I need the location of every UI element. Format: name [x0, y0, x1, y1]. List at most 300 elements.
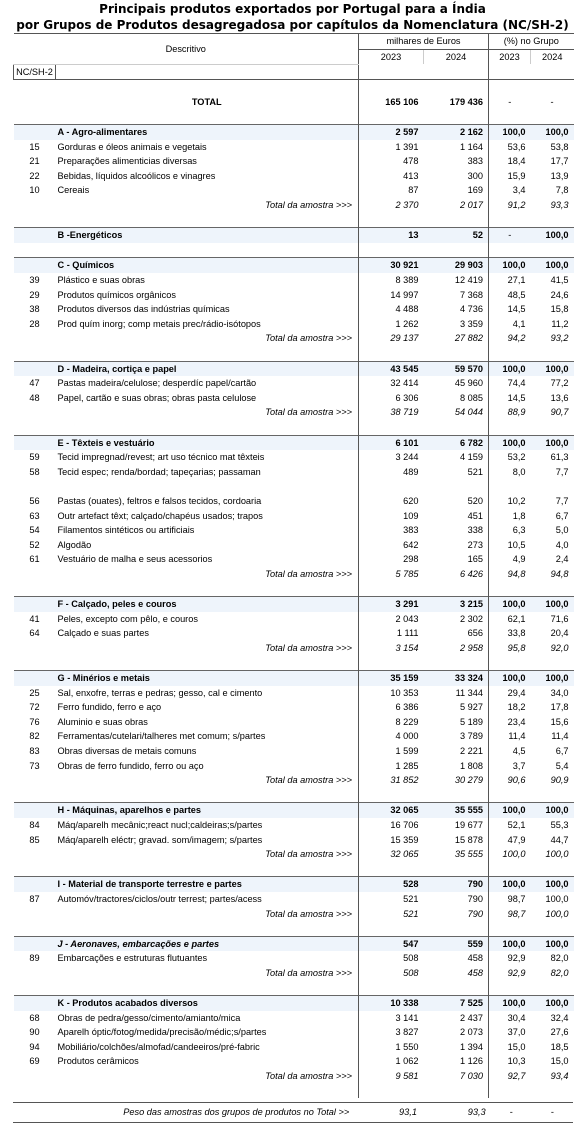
value-2023: 4 000	[359, 729, 424, 744]
pct-2024: 15,6	[550, 716, 569, 727]
pct-2023: 10,3	[489, 1054, 531, 1069]
group-pct-2023: 100,0	[489, 877, 531, 892]
group-pct-2023: 100,0	[489, 361, 531, 376]
group-pct-2023: 100,0	[489, 435, 531, 450]
sample-total-2024: 2 958	[460, 642, 484, 653]
group-pct-2024: 100,0	[531, 996, 574, 1011]
value-2023: 478	[359, 154, 424, 169]
value-2024: 1 394	[460, 1041, 484, 1052]
pct-2023: 4,9	[489, 552, 531, 567]
sample-total-pct-2023: 98,7	[489, 907, 531, 922]
nc-code: 72	[29, 702, 40, 713]
value-2024: 300	[467, 170, 484, 181]
value-2023: 383	[359, 523, 424, 538]
value-2023: 508	[359, 951, 424, 966]
nc-code: 48	[29, 392, 40, 403]
header-pct-2024: 2024	[542, 51, 563, 62]
value-2024: 3 359	[460, 318, 484, 329]
sample-total-2024: 6 426	[460, 568, 484, 579]
value-2023: 3 827	[359, 1025, 424, 1040]
product-description: Calçado e suas partes	[57, 628, 149, 639]
sample-total-row	[14, 198, 574, 213]
sample-total-row	[14, 567, 574, 582]
sample-total-label: Total da amostra >>>	[265, 333, 352, 344]
group-spacer	[14, 361, 56, 376]
sample-total-2024: 30 279	[454, 775, 484, 786]
group-value-2023: 2 597	[359, 125, 424, 140]
pct-2024: 17,7	[550, 156, 569, 167]
table-row	[14, 494, 574, 509]
value-2023: 2 043	[359, 612, 424, 627]
sample-total-pct-2024: 93,2	[550, 333, 569, 344]
nc-code: 54	[29, 525, 40, 536]
group-value-2023: 3 291	[359, 597, 424, 612]
sample-total-row	[14, 405, 574, 420]
pct-2023: 62,1	[489, 612, 531, 627]
group-name: F - Calçado, peles e couros	[56, 597, 359, 612]
pct-2023: 10,5	[489, 538, 531, 553]
pct-2024	[531, 479, 574, 494]
total-spacer	[14, 773, 56, 788]
group-pct-2024: 100,0	[531, 877, 574, 892]
table-row	[14, 523, 574, 538]
sample-total-pct-2024: 100,0	[545, 849, 569, 860]
value-2023: 6 306	[359, 391, 424, 406]
value-2023: 1 550	[359, 1040, 424, 1055]
pct-2023: 18,2	[489, 700, 531, 715]
value-2023: 1 262	[359, 317, 424, 332]
pct-2023	[489, 479, 531, 494]
sample-total-pct-2023: 88,9	[489, 405, 531, 420]
product-description: Produtos diversos das indústrias químicas	[57, 304, 230, 315]
product-description: Pastas madeira/celulose; desperdíc papel/cartão	[57, 378, 257, 389]
sample-total-2024: 35 555	[454, 849, 484, 860]
value-2023: 14 997	[359, 288, 424, 303]
sample-total-label: Total da amostra >>>	[265, 568, 352, 579]
sample-total-2023: 508	[359, 966, 424, 981]
value-2024: 4 736	[460, 304, 484, 315]
group-value-2023: 13	[359, 228, 424, 243]
group-pct-2023: 100,0	[489, 936, 531, 951]
sample-total-2023: 5 785	[359, 567, 424, 582]
sample-total-2024: 790	[467, 908, 484, 919]
group-name: J - Aeronaves, embarcações e partes	[56, 936, 359, 951]
header-pct: (%) no Grupo	[489, 34, 574, 50]
total-label: TOTAL	[191, 96, 222, 107]
group-name: B -Energéticos	[56, 228, 359, 243]
group-pct-2024: 100,0	[531, 435, 574, 450]
pct-2023: 37,0	[489, 1025, 531, 1040]
group-value-2023: 30 921	[359, 258, 424, 273]
group-pct-2023: 100,0	[489, 996, 531, 1011]
footer-2023: 93,1	[399, 1107, 417, 1118]
group-spacer	[14, 936, 56, 951]
group-spacer	[14, 597, 56, 612]
group-pct-2024: 100,0	[531, 936, 574, 951]
pct-2023: 98,7	[489, 892, 531, 907]
product-description: Peles, excepto com pêlo, e couros	[57, 613, 198, 624]
product-description: Preparações alimenticias diversas	[57, 156, 197, 167]
value-2024: 656	[467, 628, 484, 639]
header-euros: milhares de Euros	[359, 34, 489, 50]
sample-total-2023: 29 137	[359, 331, 424, 346]
total-spacer	[14, 198, 56, 213]
pct-2024: 41,5	[550, 275, 569, 285]
sample-total-row	[14, 907, 574, 922]
nc-code: 47	[29, 378, 40, 389]
group-pct-2024: 100,0	[531, 671, 574, 686]
sample-total-row	[14, 1069, 574, 1084]
table-row	[14, 892, 574, 907]
value-2023: 413	[359, 169, 424, 184]
nc-code	[14, 479, 56, 494]
value-2024: 2 302	[460, 613, 484, 624]
pct-2023: 10,2	[489, 494, 531, 509]
sample-total-pct-2023: 92,7	[489, 1069, 531, 1084]
pct-2024: 100,0	[545, 893, 569, 904]
pct-2024: 34,0	[550, 687, 569, 698]
pct-2024: 17,8	[550, 702, 569, 713]
sample-total-label: Total da amostra >>>	[265, 200, 352, 211]
table-row	[14, 465, 574, 480]
exports-table	[13, 33, 574, 1098]
group-spacer	[14, 877, 56, 892]
table-row	[14, 538, 574, 553]
value-2023: 1 391	[359, 140, 424, 155]
pct-2023: 52,1	[489, 818, 531, 833]
pct-2023: 30,4	[489, 1011, 531, 1026]
total-spacer	[14, 567, 56, 582]
product-description: Produtos cerâmicos	[57, 1056, 139, 1067]
sample-total-label: Total da amostra >>>	[265, 407, 352, 418]
product-description: Ferro fundido, ferro e aço	[57, 702, 162, 713]
table-row	[14, 183, 574, 198]
group-spacer	[14, 671, 56, 686]
table-row	[14, 833, 574, 848]
value-2024: 7 368	[460, 289, 484, 300]
value-2023: 1 599	[359, 744, 424, 759]
total-pct-2023: -	[489, 95, 531, 110]
value-2024: 2 221	[460, 746, 484, 756]
sample-total-pct-2024: 93,3	[550, 200, 569, 211]
pct-2023: 4,5	[489, 744, 531, 759]
sample-weight-footer	[13, 1102, 573, 1123]
group-spacer	[14, 435, 56, 450]
group-name: A - Agro-alimentares	[56, 125, 359, 140]
product-description	[56, 479, 359, 494]
group-value-2023: 43 545	[359, 361, 424, 376]
pct-2023: 6,3	[489, 523, 531, 538]
group-pct-2023: 100,0	[489, 597, 531, 612]
footer-2024: 93,3	[467, 1107, 486, 1118]
table-row	[14, 759, 574, 774]
value-2024: 2 437	[460, 1012, 484, 1023]
table-row	[14, 302, 574, 317]
group-value-2024: 559	[424, 936, 489, 951]
value-2024: 19 677	[454, 819, 484, 830]
pct-2024: 4,0	[555, 539, 569, 550]
nc-code: 90	[29, 1027, 40, 1038]
group-spacer	[14, 125, 56, 140]
group-value-2023: 528	[359, 877, 424, 892]
group-pct-2023: 100,0	[489, 671, 531, 686]
table-row	[14, 818, 574, 833]
group-pct-2024: 100,0	[531, 361, 574, 376]
product-description: Outr artefact têxt; calçado/chapéus usados; trapos	[57, 510, 263, 521]
value-2023: 1 285	[359, 759, 424, 774]
title-line-2: por Grupos de Produtos desagregadosa por capítulos da Nomenclatura (NC/SH-2)	[16, 18, 569, 32]
product-description: Máq/aparelh mecânic;react nucl;caldeiras;s/partes	[57, 819, 263, 830]
pct-2024: 7,7	[555, 495, 569, 506]
pct-2024: 11,4	[551, 731, 569, 742]
value-2024: 1 164	[460, 141, 484, 152]
sample-total-2023: 521	[359, 907, 424, 922]
sample-total-2023: 32 065	[359, 847, 424, 862]
pct-2023: 15,0	[489, 1040, 531, 1055]
total-2023: 165 106	[359, 95, 424, 110]
total-spacer	[14, 907, 56, 922]
pct-2023: 48,5	[489, 288, 531, 303]
value-2023: 6 386	[359, 700, 424, 715]
product-description: Mobiliário/colchões/almofad/candeeiros/pré-fabric	[57, 1041, 260, 1052]
table-row	[14, 479, 574, 494]
value-2024: 458	[467, 953, 484, 964]
nc-code: 89	[29, 953, 40, 964]
table-row	[14, 288, 574, 303]
pct-2023: 53,6	[489, 140, 531, 155]
table-row	[14, 376, 574, 391]
report-title	[0, 1, 585, 33]
group-pct-2024: 100,0	[531, 125, 574, 140]
value-2024: 273	[467, 539, 484, 550]
value-2024: 3 789	[460, 731, 484, 742]
sample-total-row	[14, 966, 574, 981]
group-header-row	[14, 361, 574, 376]
table-row	[14, 729, 574, 744]
group-pct-2024: 100,0	[531, 228, 574, 243]
nc-code: 39	[29, 275, 40, 285]
group-name: E - Têxteis e vestuário	[56, 435, 359, 450]
sample-total-pct-2023: 91,2	[489, 198, 531, 213]
product-description: Obras de ferro fundido, ferro ou aço	[57, 760, 204, 771]
sample-total-2024: 458	[467, 967, 484, 978]
nc-code: 58	[29, 466, 40, 477]
nc-code: 41	[29, 613, 40, 624]
value-2024: 790	[467, 893, 484, 904]
nc-code: 10	[29, 185, 40, 196]
pct-2023: 11,4	[489, 729, 531, 744]
sample-total-pct-2023: 94,8	[489, 567, 531, 582]
group-spacer	[14, 803, 56, 818]
value-2024: 520	[467, 495, 484, 506]
value-2024: 5 927	[460, 702, 484, 713]
group-value-2023: 6 101	[359, 435, 424, 450]
product-description: Embarcações e estruturas flutuantes	[57, 953, 208, 964]
sample-total-label: Total da amostra >>>	[265, 775, 352, 786]
header-descritivo: Descritivo	[14, 34, 359, 65]
pct-2024: 55,3	[550, 819, 569, 830]
value-2023: 87	[359, 183, 424, 198]
total-pct-2024: -	[550, 96, 554, 107]
pct-2024: 5,4	[555, 760, 569, 771]
pct-2024: 11,2	[551, 318, 569, 329]
pct-2024: 32,4	[550, 1012, 569, 1023]
total-spacer	[14, 331, 56, 346]
sample-total-2023: 38 719	[359, 405, 424, 420]
pct-2023: 8,0	[489, 465, 531, 480]
product-description: Bebidas, líquidos alcoólicos e vinagres	[57, 170, 216, 181]
pct-2024: 61,3	[550, 452, 569, 463]
product-description: Ferramentas/cutelari/talheres met comum; s/partes	[57, 731, 266, 742]
group-spacer	[14, 996, 56, 1011]
product-description: Obras de pedra/gesso/cimento/amianto/mica	[57, 1012, 241, 1023]
total-spacer	[14, 641, 56, 656]
total-spacer	[14, 405, 56, 420]
pct-2024: 15,8	[550, 304, 569, 315]
sample-total-pct-2023: 90,6	[489, 773, 531, 788]
value-2024: 4 159	[460, 452, 484, 463]
product-description: Tecid espec; renda/bordad; tapeçarias; passaman	[57, 466, 261, 477]
pct-2023: 18,4	[489, 154, 531, 169]
value-2024	[424, 479, 489, 494]
sample-total-2024: 7 030	[460, 1071, 484, 1082]
pct-2023: 27,1	[489, 273, 531, 288]
group-value-2024: 3 215	[424, 597, 489, 612]
value-2023: 521	[359, 892, 424, 907]
nc-code: 61	[29, 554, 40, 565]
sample-total-row	[14, 641, 574, 656]
product-description: Vestuário de malha e seus acessorios	[57, 554, 213, 565]
nc-code: 56	[29, 495, 40, 506]
value-2024: 12 419	[454, 275, 484, 285]
total-spacer	[14, 1069, 56, 1084]
value-2024: 165	[467, 554, 484, 565]
pct-2023: 14,5	[489, 391, 531, 406]
sample-total-pct-2024: 82,0	[550, 967, 569, 978]
group-name: D - Madeira, cortiça e papel	[56, 361, 359, 376]
nc-code: 25	[29, 687, 40, 698]
group-header-row	[14, 671, 574, 686]
table-row	[14, 450, 574, 465]
sample-total-2023: 31 852	[359, 773, 424, 788]
value-2023: 620	[359, 494, 424, 509]
table-row	[14, 169, 574, 184]
pct-2024: 6,7	[555, 510, 569, 521]
group-value-2024: 7 525	[424, 996, 489, 1011]
value-2023	[359, 479, 424, 494]
product-description: Tecid impregnad/revest; art uso técnico mat têxteis	[57, 452, 265, 463]
group-header-row	[14, 877, 574, 892]
pct-2023: 23,4	[489, 715, 531, 730]
group-header-row	[14, 228, 574, 243]
pct-2024: 20,4	[550, 628, 569, 639]
group-name: C - Químicos	[56, 258, 359, 273]
product-description: Aparelh óptic/fotog/medida/precisão/médic;s/partes	[57, 1027, 267, 1038]
pct-2023: 53,2	[489, 450, 531, 465]
total-2024: 179 436	[449, 96, 484, 107]
group-header-row	[14, 803, 574, 818]
nc-code: 63	[29, 510, 40, 521]
value-2023: 642	[359, 538, 424, 553]
value-2023: 15 359	[359, 833, 424, 848]
value-2023: 16 706	[359, 818, 424, 833]
sample-total-2024: 2 017	[460, 200, 484, 211]
value-2023: 10 353	[359, 686, 424, 701]
sample-total-pct-2023: 95,8	[489, 641, 531, 656]
group-value-2024: 6 782	[424, 435, 489, 450]
pct-2024: 18,5	[550, 1041, 569, 1052]
value-2024: 8 085	[460, 392, 484, 403]
value-2023: 8 229	[359, 715, 424, 730]
table-row	[14, 700, 574, 715]
product-description: Prod quím inorg; comp metais prec/rádio-isótopos	[57, 318, 261, 329]
header-nc: NC/SH-2	[14, 64, 56, 80]
product-description: Aluminio e suas obras	[57, 716, 148, 727]
table-row	[14, 1054, 574, 1069]
table-row	[14, 612, 574, 627]
pct-2024: 2,4	[555, 554, 569, 565]
product-description: Papel, cartão e suas obras; obras pasta celulose	[57, 392, 257, 403]
value-2024: 5 189	[460, 716, 484, 727]
product-description: Cereais	[57, 185, 90, 196]
value-2024: 1 808	[460, 760, 484, 771]
sample-total-2024: 27 882	[454, 333, 484, 344]
value-2024: 1 126	[460, 1056, 484, 1067]
sample-total-row	[14, 847, 574, 862]
sample-total-pct-2024: 90,9	[550, 775, 569, 786]
product-description: Automóv/tractores/ciclos/outr terrest; partes/acess	[57, 893, 262, 904]
sample-total-2023: 3 154	[359, 641, 424, 656]
value-2023: 109	[359, 509, 424, 524]
group-header-row	[14, 936, 574, 951]
pct-2024: 13,6	[550, 392, 569, 403]
nc-code: 52	[29, 539, 40, 550]
value-2024: 521	[467, 466, 484, 477]
pct-2023: 14,5	[489, 302, 531, 317]
table-row	[14, 715, 574, 730]
total-spacer	[14, 966, 56, 981]
total-spacer	[14, 847, 56, 862]
value-2023: 489	[359, 465, 424, 480]
sample-total-pct-2024: 90,7	[550, 407, 569, 418]
table-row	[14, 686, 574, 701]
value-2024: 2 073	[460, 1027, 484, 1038]
nc-code: 68	[29, 1012, 40, 1023]
group-name: K - Produtos acabados diversos	[56, 996, 359, 1011]
table-row	[14, 552, 574, 567]
grand-total-row	[14, 95, 574, 110]
table-row	[14, 391, 574, 406]
sample-total-pct-2023: 100,0	[489, 847, 531, 862]
sample-total-row	[14, 773, 574, 788]
group-value-2023: 547	[359, 936, 424, 951]
group-value-2024: 35 555	[424, 803, 489, 818]
pct-2024: 44,7	[550, 834, 569, 845]
group-spacer	[14, 258, 56, 273]
group-value-2023: 10 338	[359, 996, 424, 1011]
value-2024: 45 960	[454, 378, 484, 389]
nc-code: 69	[29, 1056, 40, 1067]
product-description: Máq/aparelh eléctr; gravad. som/imagem; s/partes	[57, 834, 263, 845]
group-header-row	[14, 435, 574, 450]
footer-pct-2023: -	[509, 1107, 513, 1118]
nc-code: 29	[29, 289, 40, 300]
footer-label: Peso das amostras dos grupos de produtos no Total >>	[123, 1107, 350, 1118]
product-description: Produtos químicos orgânicos	[57, 289, 176, 300]
pct-2023: 15,9	[489, 169, 531, 184]
group-value-2024: 2 162	[424, 125, 489, 140]
table-row	[14, 744, 574, 759]
